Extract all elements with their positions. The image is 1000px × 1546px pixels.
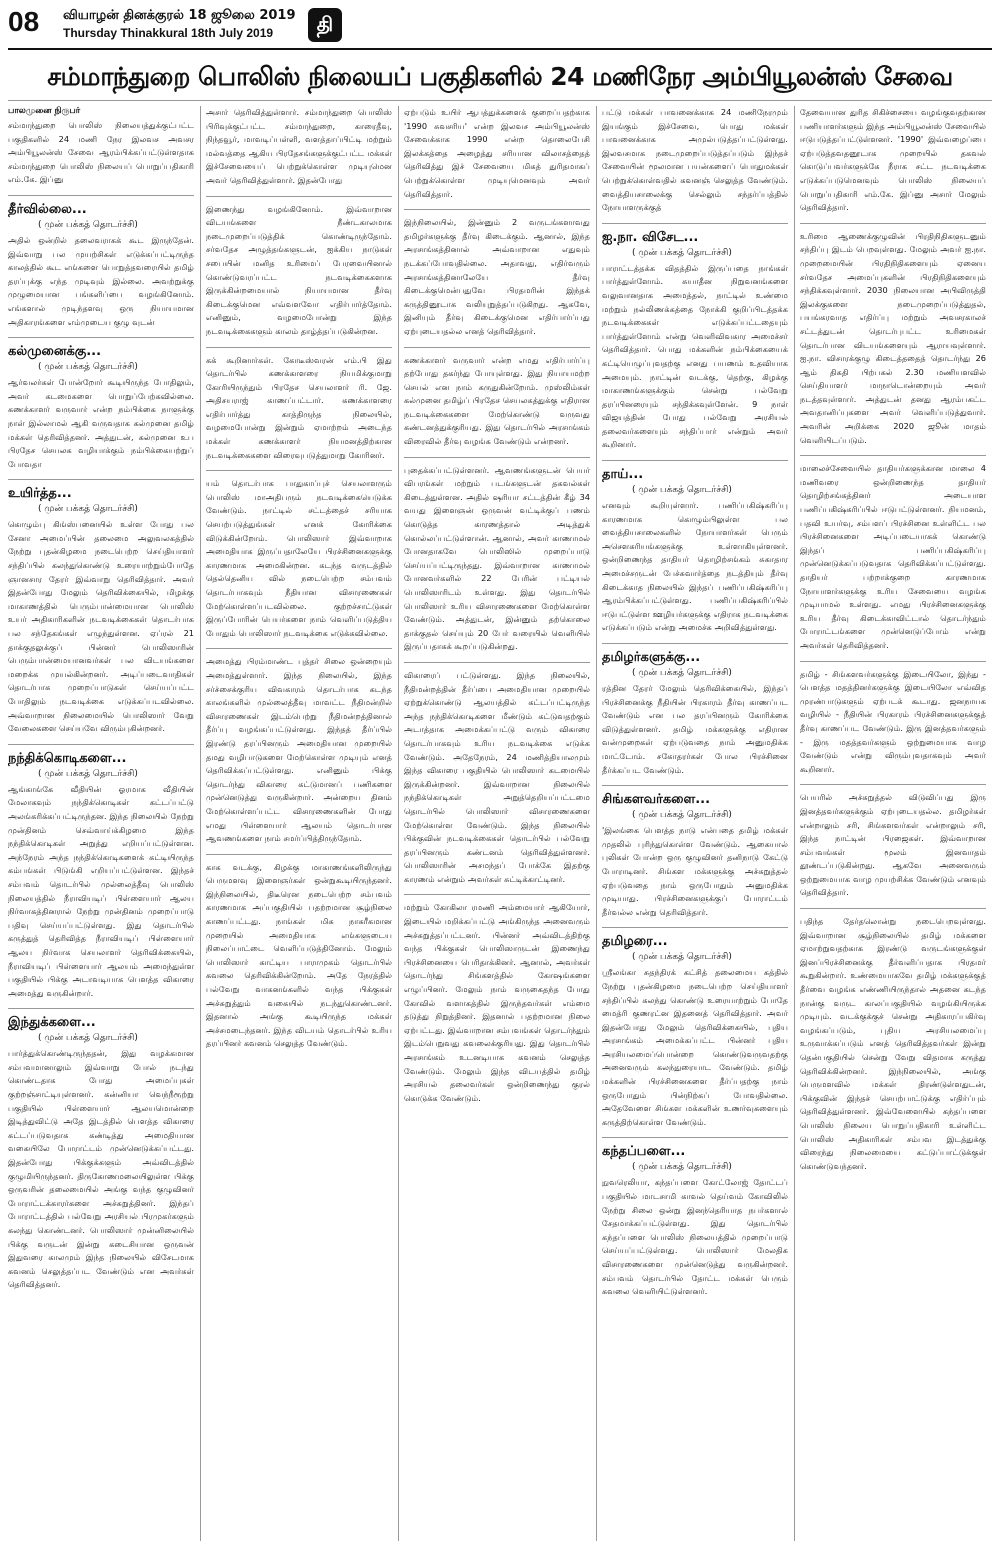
article-body: அமைத்து பிரம்மாண்ட புத்தர் சிலை ஒன்றையும் அமைத்துள்ளார். இந்த நிலையில், இந்த சர்ச்சைக்குரிய விவகாரம் தொடர்பாக கடந்த காலங்களில் முல்லைத்தீவு மாவட்ட நீதிமன்றில் விசாரணைகள் இடம்பெற்று நீதிமன்றத்தினால் தீர்ப்பு வழங்கப்பட்டுள்ளது. இந்தத் தீர்ப்பில் இரண்டு தரப்பினரும் அமைதியான முறையில் தமது வழிபாடுகளை மேற்கொள்ள முடியும் எனத் தெரிவிக்கப்பட்டுள்ளது. எனினும் பிக்கு தொடர்ந்து விகாரை கட்டுமானப் பணிகளை முன்னெடுத்து வருகின்றார். அன்றைய தினம் மேற்கொள்ளப்பட்ட விசாரணைகளின் போது எமது பிள்ளையார் ஆலயம் தொடர்பான ஆவணங்களை நாம் சமர்ப்பித்திருந்தோம். — [206, 656, 392, 844]
article-body: தமிழ் - சிங்களவர்களுக்கு இடையிலோ, இந்து - பௌத்த மதத்தினர்களுக்கு இடையிலோ எவ்வித முரண்பாடுகளும் ஏற்படக் கூடாது. ஜனநாயக வழியில் - நீதியின் பிரகாரம் பிரச்சினைகளுக்குத் தீர்வு காணப்பட வேண்டும். இரு இனத்தவர்களும் - இரு மதத்தவர்களும் ஒற்றுமையாக வாழ வேண்டும் என்று விரும்புவதாகவும் அவர் கூறினார். — [800, 668, 986, 774]
section-divider — [404, 894, 590, 895]
article-section — [206, 196, 392, 339]
section-divider — [602, 927, 788, 928]
section-divider — [800, 908, 986, 909]
article-body: கக் கூறினார்கள். கோடீஸ்வரன் எம்.பி இது தொடர்பில் கணக்காளரை நியமிக்குமாறு கோரியிருந்தும் பிரதேச செயலாளர் ரி. ஜே. அதிசயராஜ் காணப்பட்டார். கணக்காளரை எதிர்பார்த்து காத்திருந்த நிலையில், வழமைபோன்று இன்றும் ஏமாற்றம் அடைந்த மக்கள் கணக்காளர் நியமனத்திற்கான நடவடிக்கைகளை விரைவுபடுத்துமாறு கோரினர். — [206, 354, 392, 460]
section-title: கந்தப்பளை... — [602, 1144, 686, 1160]
column-2 — [206, 106, 392, 1541]
article-section — [800, 908, 986, 1173]
section-divider — [404, 347, 590, 348]
section-title: ஐ.நா. விசேட... — [602, 229, 699, 245]
section-divider — [800, 455, 986, 456]
article-body: யம் தொடர்பாக பாதுகாப்புச் செயலாளரும் பொலிஸ் மாஅதிபரும் நடவடிக்கையெடுக்க வேண்டும். நாட்டில் சட்டத்தைச் சரியாக செயற்படுத்துங்கள் எனக் கோரிக்கை விடுக்கின்றோம். பொலிஸார் இவ்வாறாக அமைதியாக இருப்பதாலேயே பிரச்சினைகளுக்கு காரணமாக அமைகின்றன. கடந்த வருடத்தில் தெல்தெனிய வில் நடைபெற்ற சம்பவம் தொடர்பாகவும் நீதியான விசாரணைகள் மேற்கொள்ளப்படவில்லை. குற்றச்சாட்டுகள் இருப்போரின் பெயர்களை நாம் வெளிப்படுத்திய போதும் பொலிஸார் நடவடிக்கை எடுக்கவில்லை. — [206, 478, 392, 638]
article-section — [602, 927, 788, 1129]
article-section — [800, 223, 986, 448]
article-section — [404, 662, 590, 887]
article-section — [206, 854, 392, 1051]
article-body: இந்நிலையில், இன்னும் 2 வருடங்களாவது தமிழர்களுக்கு தீர்வு கிடைக்கும். ஆனால், இந்த அரசாங்கத்தினால் அவ்வாறான எதுவும் நடக்கப்போவதில்லை. அதாவது, எதிர்வரும் அரசாங்கத்தினாலேயே தீர்வு கிடைக்குமென்பதுவே பிரதமரின் இந்தக் கருத்தினூடாக வலியுறுத்தப்படுகிறது. ஆகவே, இனியும் தீர்வு கிடைக்குமென எதிர்பார்ப்பது ஏற்புடையதல்ல எனத் தெரிவித்தார். — [404, 217, 590, 336]
page-headline: சம்மாந்துறை பொலிஸ் நிலையப் பகுதிகளில் 24 மணிநேர அம்பியூலன்ஸ் சேவை — [47, 62, 953, 91]
section-divider — [404, 209, 590, 210]
byline: பாலமுனை நிருபர் — [8, 106, 81, 116]
section-divider — [404, 457, 590, 458]
column-divider — [200, 106, 201, 1541]
article-section — [602, 785, 788, 919]
column-4 — [602, 106, 788, 1541]
article-section — [8, 106, 194, 187]
article-body: ஆர்வலர்கள் போன்றோர் கூடியிருந்த போதிலும், அவர் கடமைகளை பொறுப்பேற்கவில்லை. கணக்காளர் வருவார் என்ற நம்பிக்கை நாளுக்கு நாள் இல்லாமல் ஆகி வருவதாக கல்முனை தமிழ் மக்கள் தெரிவித்தனர். அத்துடன், கல்முனை உப பிரதேச செயலக வழியாக்கும் நம்பிக்கையற்றுப் போவதா — [8, 377, 194, 469]
article-body: எனவும் கூறியுள்ளார். பணிப்பகிஷ்கரிப்பு காரணமாக கொழும்பிலுள்ள பல வைத்தியசாலைகளில் நோயாளர்கள் பெரும் அசௌகரியங்களுக்கு உள்ளாகியுள்ளனர். ஒன்றிணைந்த தாதியர் தொழிற்சங்கம் சுகாதார அமைச்சருடன் பேச்சுவார்த்தை நடத்தியும் தீர்வு கிடைக்காத நிலையில் இந்தப் பணிப்பகிஷ்கரிப்பு ஆரம்பிக்கப்பட்டுள்ளது. பணிப்பகிஷ்கரிப்பில் ஈடுபட்டுள்ள ஊழியர்களுக்கு எதிராக நடவடிக்கை எடுக்கப்படும் என்று அமைச்சு அறிவித்துள்ளது. — [602, 500, 788, 633]
section-divider — [800, 784, 986, 785]
article-body: அசார் தெரிவித்துள்ளார். சம்மாந்துறை பொலிஸ் பிரிவுக்குட்பட்ட சம்மாந்துறை, காரைதீவு, நிந்தவூர், மாவடிப்பள்ளி, வளத்தாப்பிட்டி மற்றும் மல்வத்தை ஆகிய பிரதேசங்களுக்குட்பட்ட மக்கள் இச்சேவையைப் பெற்றுக்கொள்ள முடியுமென அவர் தெரிவித்துள்ளார். இதன்போது — [206, 107, 392, 185]
article-section — [206, 106, 392, 188]
article-body: பெயரில் அச்சுறுத்தல் விடுவிப்பது இரு இனத்தவர்களுக்கும் ஏற்புடையதல்ல. தமிழர்கள் என்றாலும் சரி, சிங்களவர்கள் என்றாலும் சரி, இந்த நாட்டின் பிரஜைகள். இவ்வாறான சம்பவங்கள் மூலம் இனவாதம் தூண்டப்படுகின்றது. ஆகவே அனைவரும் ஒற்றுமையாக வாழ முயற்சிக்க வேண்டும் எனவும் தெரிவித்தார். — [800, 792, 986, 898]
section-divider — [206, 196, 392, 197]
section-title: தமிழரை... — [602, 934, 668, 950]
section-divider — [602, 785, 788, 786]
continued-label: ( முன் பக்கத் தொடர்ச்சி) — [632, 1162, 732, 1173]
section-divider — [602, 1137, 788, 1138]
article-body: மாலைச்சேவையில் தாதியர்களுக்கான மாலை 4 மணிவரை ஒன்றிணைந்த தாதியர் தொழிற்சங்கத்தினர் அடையாள பணிப்பகிஷ்கரிப்பில் ஈடுபட்டுள்ளனர். நியமனம், பதவி உயர்வு, சம்பளப் பிரச்சினை உள்ளிட்ட பல பிரச்சினைகளை அடிப்படையாகக் கொண்டு இந்தப் பணிப்பகிஷ்கரிப்பு முன்னெடுக்கப்படுவதாக தெரிவிக்கப்பட்டுள்ளது. தாதியர் பற்றாக்குறை காரணமாக நோயாளர்களுக்கு உரிய சேவையை வழங்க முடியாமல் உள்ளது. எமது பிரச்சினைகளுக்கு உரிய தீர்வு கிடைக்காவிட்டால் தொடர்ந்தும் போராட்டங்களை முன்னெடுப்போம் என்று அவர்கள் தெரிவித்தனர். — [800, 463, 986, 650]
article-body: புதைக்கப்பட்டுள்ளனர். ஆவணங்களுடன் பெயர் விபரங்கள் மற்றும் படங்களுடன் தகவல்கள் கிடைத்துள்ளன. அதில் ஷரியா சட்டத்தின் கீழ் 34 வயது இளைஞன் ஒருவன் வட்டிக்குப் பணம் கொடுத்த காரணத்தால் அடித்துக் கொல்லப்பட்டுள்ளான். ஆனால், அவர் காணாமல் போனதாகவே பொலிஸில் முறைப்பாடு செய்யப்பட்டிருந்தது. இவ்வாறான காணாமல் போனவர்களில் 22 பேரின் பட்டியல் பொலிஸாரிடம் உள்ளது. இது தொடர்பில் பொலிஸார் உரிய விசாரணைகளை மேற்கொள்ள வேண்டும். அத்துடன், இன்னும் தற்கொலை தாக்குதல் செய்யும் 20 பேர் வரையில் வெளியில் இருப்பதாகக் கூறப்படுகின்றது. — [404, 464, 590, 652]
article-body: ஆங்காங்கே வீதியின் ஓரமாக வீதியின் மேலாகவும் நந்திக்கொடிகள் கட்டப்பட்டு அலங்கரிக்கப்பட்டிருந்தன. இந்த நிலையில் நேற்று முன்தினம் செவ்வாய்க்கிழமை இந்த நந்திக்கொடிகள் அறுத்து எறியப்பட்டுள்ளன. அந்நேரம் அந்த நந்திக்கொடிகளைக் கட்டியிருந்த கம்பங்கள் பிடுங்கி எறியப்பட்டுள்ளன. இந்தச் சம்பவம் தொடர்பில் முல்லைத்தீவு பொலிஸ் நிலையத்தில் நீராவியடிப் பிள்ளையார் ஆலய நிர்வாகத்தினரால் நேற்று முன்தினம் முறைப்பாடு பதிவு செய்யப்பட்டுள்ளது. இது தொடர்பில் கருத்துத் தெரிவித்த நீராவியடிப் பிள்ளையார் ஆலய நிர்வாக செயலாளர் தெரிவிக்கையில், நீராவியடிப் பிள்ளையார் ஆலயம் அமைந்துள்ள பகுதியில் பிக்கு அடாவடியாக பௌத்த விகாரை அமைத்து வருகின்றார். — [8, 783, 194, 998]
article-section — [404, 347, 590, 449]
column-1 — [8, 106, 194, 1541]
article-section — [404, 894, 590, 1105]
article-body: பட்டு மக்கள் பாவனைக்காக 24 மணிநேரமும் இயங்கும் இச்சேவை, பொது மக்கள் பாவனைக்காக அமுல்படுத்தப்பட்டுள்ளது. இலவசமாக நடைமுறைப்படுத்தப்படும் இந்தச் சேவையின் மூலமான பயன்களைப் பொதுமக்கள் பெற்றுக்கொள்வதில் கவனஞ் செலுத்த வேண்டும். வைத்தியசாலைக்கு செல்லும் சந்தர்ப்பத்தில் நோயாளருக்குத் — [602, 107, 788, 213]
article-section — [800, 455, 986, 652]
masthead — [8, 6, 992, 46]
article-body: சம்மாந்துறை பொலிஸ் நிலையத்துக்குட்பட்ட பகுதிகளில் 24 மணி நேர இலவச அவசர அம்பியூலன்ஸ் சேவை ஆரம்பிக்கப்பட்டுள்ளதாக சம்மாந்துறை பொலிஸ் நிலையப் பொறுப்பதிகாரி எம்.கே. இப்னு — [8, 120, 194, 185]
section-divider — [206, 347, 392, 348]
article-section — [206, 470, 392, 640]
article-section — [800, 661, 986, 777]
section-title: சிங்களவர்களை... — [602, 792, 711, 808]
section-divider — [800, 661, 986, 662]
article-body: பார்த்துக்கொண்டிருந்ததன், இது வழக்கமான சம்பவமானாலும் இவ்வாறு போல் நடந்து கொண்டதாக போது அமைப்புகள் குற்றஞ்சாட்டியுள்ளனர். கன்னியா வெந்நீரூற்று பகுதியில் பிள்ளையார் ஆலயமொன்றை இடித்துவிட்டு அதே இடத்தில் பௌத்த விகாரை கட்டப்படுவதாக கண்டித்து அமைதியான வகையிலே போராட்டம் முன்னெடுக்கப்பட்டது. இதன்போது பிக்குக்களும் அவ்விடத்தில் குழுமியிருந்தனர். திருகோணமலையிலுள்ள பிக்கு ஒருவரின் தலைமையில் அங்கு வந்த குழுவினர் போராட்டக்காரர்களை அச்சுறுத்தினர். இந்தப் போராட்டத்தில் பல்வேறு அரசியல் பிரமுகர்களும் கலந்து கொண்டனர். பொலிஸார் முன்னிலையில் பிக்கு வருடன் இன்று கடைசியான ஒருவன் இதுவரை காலமும் இந்த நிலையில் விசேடமாக கவனம் செலுத்தப்பட வேண்டும் என அவர்கள் தெரிவித்தனர். — [8, 1048, 194, 1290]
continued-label: ( முன் பக்கத் தொடர்ச்சி) — [632, 247, 732, 258]
continued-label: ( முன் பக்கத் தொடர்ச்சி) — [632, 810, 732, 821]
article-body: இணைந்து வழங்கினோம். இவ்வாறான விடயங்களை நீண்டகாலமாக நடைமுறைப்படுத்திக் கொண்டிருந்தோம். சர்வதேச அழுத்தங்களுடன், ஐக்கிய நாடுகள் சபையின் மனித உரிமைப் பேரவையினால் கொண்டுவரப்பட்ட நடவடிக்கைகளாக இருக்கின்றமையால் நியாயமான தீர்வு கிடைக்குமென எவ்வளவோ எதிர்பார்த்தோம். எனினும், வழமைபோன்று இந்த நடவடிக்கைகளும் காலம் தாழ்த்தப்படுகின்றன. — [206, 203, 392, 336]
continued-label: ( முன் பக்கத் தொடர்ச்சி) — [632, 485, 732, 496]
continued-label: ( முன் பக்கத் தொடர்ச்சி) — [38, 504, 138, 515]
continued-label: ( முன் பக்கத் தொடர்ச்சி) — [632, 952, 732, 963]
section-divider — [206, 470, 392, 471]
article-body: 'இலங்கை பௌத்த நாடு என்பதை தமிழ் மக்கள் முதலில் புரிந்துகொள்ள வேண்டும். ஆகையால் புலிகள் போன்ற ஒரு குழுவினர் தனிநாடு கேட்டு போராடினர். சிங்கள மக்களுக்கு அச்சுறுத்தல் ஏற்படுவதை நாம் ஒருபோதும் அனுமதிக்க முடியாது. பிரச்சினைகளுக்குப் போராட்டம் தீர்வல்ல என்று தெரிவித்தார். — [602, 825, 788, 917]
section-title: தீர்வில்லை... — [8, 201, 87, 217]
article-body: உரிமை ஆணைக்குழுவின் பிரதிநிதிகளுடனும் சந்திப்பு இடம் பெறவுள்ளது. மேலும் அவர் ஐ.நா. முறைமையின் பிரதிநிதிகளையும் ஏனைய சர்வதேச அமைப்புகளின் பிரதிநிதிகளையும் சந்திக்கவுள்ளார். 2030 நிலையான அபிவிருத்தி இலக்குகளை நடைமுறைப்படுத்துதல், பயங்கரவாத எதிர்ப்பு மற்றும் அவசரகாலச் சட்டத்துடன் தொடர்புபட்ட உரிமைகள் தொடர்பான விடயங்களையும் ஆராயவுள்ளார். ஐ.நா. விசாரக்குழு கிடைத்ததைத் தொடர்ந்து 26 ஆம் திகதி பிற்பகல் 2.30 மணியளவில் செய்தியாளர் மாநாடொன்றையும் அவர் நடத்தவுள்ளார். அத்துடன் தனது ஆரம்பகட்ட அவதானிப்புகளை அவர் வெளிப்படுத்துவார். அவரின் அறிக்கை 2020 ஜூன் மாதம் வெளியிடப்படும். — [800, 230, 986, 445]
article-body: ஸ்ரீலங்கா சுதந்திரக் கட்சித் தலைமைய கத்தில் நேற்று புதன்கிழமை நடைபெற்ற செய்தியாளர் சந்திப்பில் கலந்து கொண்டு உரையாற்றும் போதே மைத்ரி குணரட்ன இதனைத் தெரிவித்தார். அவர் இதன்போது மேலும் தெரிவிக்கையில், புதிய அரசாங்கம் அமைக்கப்பட்ட பின்னர் புதிய அரசியலமைப்பொன்றை கொண்டுவருவதற்கு அனைவரும் கலந்துரையாட வேண்டும். தமிழ் மக்களின் பிரச்சினைகளை தீர்ப்பதற்கு நாம் ஒருபோதும் பின்நிற்கப் போவதில்லை. அதேவேளை சிங்கள மக்களின் உணர்வுகளையும் கருத்திற்கொள்ள வேண்டும். — [602, 967, 788, 1127]
continued-label: ( முன் பக்கத் தொடர்ச்சி) — [38, 1033, 138, 1044]
column-divider — [398, 106, 399, 1541]
continued-label: ( முன் பக்கத் தொடர்ச்சி) — [632, 668, 732, 678]
article-section — [404, 457, 590, 654]
article-body: ரத்தின தேரர் மேலும் தெரிவிக்கையில், இந்தப் பிரச்சினைக்கு நீதியின் பிரகாரம் தீர்வு காணப்பட வேண்டும் என பல தரப்பினரும் கோரிக்கை விடுத்துள்ளனர். தமிழ் மக்களுக்கு எதிரான வன்முறைகள் ஏற்படுவதை நாம் அனுமதிக்க மாட்டோம். சகோதரர்கள் போல பிரச்சினை தீர்க்கப்பட வேண்டும். — [602, 683, 788, 775]
english-dateline: Thursday Thinakkural 18th July 2019 — [63, 26, 274, 40]
column-divider — [794, 106, 795, 1541]
section-divider — [8, 1008, 194, 1009]
article-section — [800, 784, 986, 900]
section-title: நந்திக்கொடிகளை... — [8, 750, 127, 766]
article-section — [8, 744, 194, 1001]
article-body: பாராட்டத்தக்க விதத்தில் இருப்பதை நாங்கள் பார்த்துள்ளோம். சுயாதீன நிறுவனங்களை வலுவானதாக அமைத்தல், நாட்டில் உண்மை மற்றும் நல்லிணக்கத்தை நோக்கி குறிப்பிடத்தக்க நடவடிக்கைகள் எடுக்கப்பட்டதையும் பார்த்துள்ளோம் என்று வெளிவிவகார அமைச்சர் தெரிவித்தார். பொது மக்களின் நம்பிக்கையைக் கட்டியெழுப்புவதற்கு எனது பயணம் உதவியாக அமையும். நாட்டின் வடக்கு, தெற்கு, கிழக்கு மாகாணங்களுக்கும் சென்று பல்வேறு தரப்பினரையும் சந்திக்கவுள்ளேன். 9 நாள் விஜயத்தின் போது பல்வேறு அரசியல் தலைவர்களையும் சந்திப்பார் என்றும் அவர் கூறினார். — [602, 262, 788, 450]
article-body: கணக்காளர் வருவார் என்ற எமது எதிர்பார்ப்பு தற்போது தகர்ந்து போயுள்ளது. இது நியாயமற்ற செயல் என நாம் கருதுகின்றோம். முஸ்லிம்கள் கல்முனை தமிழ்ப் பிரதேச செயலகத்துக்கு எதிரான நடவடிக்கைகளை மேற்கொண்டு வருவது கண்டனத்துக்குரியது. இது தொடர்பில் அரசாங்கம் விரைவில் தீர்வு வழங்க வேண்டும் என்றனர். — [404, 354, 590, 447]
article-section — [8, 1008, 194, 1292]
article-body: பதிந்த தேர்தலொன்று நடைபெறவுள்ளது. இவ்வாறான சூழ்நிலையில் தமிழ் மக்களை ஏமாற்றுவதற்காக இரண்டு வருடங்களுக்குள் இனப்பிரச்சினைக்கு தீர்வளிப்பதாக பிரதமர் கூறுகின்றார். உண்மையாகவே தமிழ் மக்களுக்குத் தீர்வை வழங்க எண்ணியிருந்தால் அதனை கடந்த நான்கு வருட காலப்பகுதியில் வழங்கியிருக்க முடியும். வடக்குக்குச் சென்று அதிகாரப்பகிர்வு வழங்கப்படும், புதிய அரசியலமைப்பு உருவாக்கப்படும் எனத் தெரிவித்தவர்கள் இன்று தென்பகுதியில் சென்று வேறு விதமாக கருத்து தெரிவிக்கின்றனர். இந்நிலையில், அங்கு பெருமளவில் மக்கள் திரண்டுள்ளதுடன், பிக்குவின் இந்தச் செயற்பாட்டுக்கு எதிர்ப்பும் தெரிவித்துள்ளனர். இவ்வேளையில் கந்தப்பளை பொலிஸ் நிலைய பொறுப்பதிகாரி உள்ளிட்ட பொலிஸ் அதிகாரிகள் சம்பவ இடத்துக்கு விரைந்து நிலைமையை கட்டுப்பாட்டுக்குள் கொண்டுவந்தனர். — [800, 916, 986, 1171]
section-divider — [602, 223, 788, 224]
article-section — [206, 648, 392, 845]
column-3 — [404, 106, 590, 1541]
article-body: அதில் ஒன்றில் தலைவராகக் கூட இருந்தேன். இவ்வாறு பல முயற்சிகள் எடுக்கப்பட்டிருந்த காலத்தில் கூட எங்களை பொறுத்தவரையில் தமிழ் தரப்புக்கு எந்த முடிவும் இல்லை. அவற்றுக்கு முழுமையான பங்களிப்பை வழங்கினோம். எங்களால் முடிந்தளவு ஒரு நியாயமான அதிகாரங்களை எம்முடைய குழு வுடன் — [8, 234, 194, 327]
section-title: உயிர்த்த... — [8, 486, 72, 502]
article-body: மற்றும் கோகிலா ரமணி அம்மையார் ஆகியோர், இடையில் மறிக்கப்பட்டு அங்கிருந்த அனைவரும் அச்சுறுத்தப்பட்டனர். பின்னர் அவ்விடத்திற்கு வந்த பிக்குகள் பொலிஸாருடன் இணைந்து பிரச்சினையை பெரிதாக்கினர். ஆனால், அவர்கள் தொடர்ந்து சிங்களத்தில் கோஷங்களை எழுப்பினர். மேலும் நாம் வருகைதந்த போது கோவில் வளாகத்தில் இருந்தவர்கள் எம்மை தடுத்து நிறுத்தினர். இதனால் பதற்றமான நிலை ஏற்பட்டது. இவ்வாறான சம்பவங்கள் தொடர்ந்தும் இடம்பெறுவது கவலைக்குரியது. இது தொடர்பில் அரசாங்கம் உடனடியாக கவனம் செலுத்த வேண்டும். மேலும் இந்த விடயத்தில் தமிழ் அரசியல் தலைவர்கள் ஒன்றிணைந்து குரல் கொடுக்க வேண்டும். — [404, 902, 590, 1103]
headline-rule — [8, 100, 992, 101]
continued-label: ( முன் பக்கத் தொடர்ச்சி) — [38, 219, 138, 230]
article-section — [602, 460, 788, 635]
article-section — [602, 1137, 788, 1298]
article-section — [800, 106, 986, 215]
section-divider — [602, 460, 788, 461]
section-divider — [8, 479, 194, 480]
article-section — [602, 643, 788, 777]
article-body: காக வடக்கு, கிழக்கு மாகாணங்களிலிருந்து பெருமளவு இளைஞர்கள் ஒன்றுகூடியிருந்தனர். இந்நிலையில், திடீரென நடைபெற்ற சம்பவம் காரணமாக அப்பகுதியில் பதற்றமான சூழ்நிலை காணப்பட்டது. நாங்கள் மிக நாகரீகமான முறையில் அமைதியாக எங்களுடைய நிலைப்பாட்டை வெளிப்படுத்தினோம். மேலும் பொலிஸார் காட்டிய பாராமுகம் தொடர்பில் கவலை தெரிவிக்கின்றோம். அதே நேரத்தில் பல்வேறு வாகனங்களில் வந்த பிக்குகள் அச்சுறுத்தும் வகையில் நடந்துகொண்டனர். இதனால் அங்கு கூடியிருந்த மக்கள் அச்சமடைந்தனர். இந்த விடயம் தொடர்பில் உரிய தரப்பினர் கவனம் செலுத்த வேண்டும். — [206, 861, 392, 1049]
article-body: விகாரைப் பட்டுள்ளது. இந்த நிலையில், நீதிமன்றத்தின் தீர்ப்பை அமைதியான முறையில் ஏற்றுக்கொண்டு ஆலயத்தில் கட்டப்பட்டிருந்த அந்த நந்திக்கொடிகளை மீண்டும் கட்டுவதற்கும் அடாத்தாக அமைக்கப்பட்டு வரும் விகாரை தொடர்பாகவும் உரிய நடவடிக்கை எடுக்க வேண்டும். அதேநேரம், 24 மணித்தியாலமும் இந்த விகாரை பகுதியில் பொலிஸார் கடமையில் இருக்கின்றனர். இவ்வாறான நிலையில் நந்திக்கொடிகள் அறுத்தெறியப்பட்டமை தொடர்பில் பொலிஸார் விசாரணைகளை மேற்கொள்ள வேண்டும். இந்த நிலையில் பிக்குவின் நடவடிக்கைகள் தொடர்பில் பல்வேறு தரப்பினரும் கண்டனம் தெரிவித்துள்ளனர். பொலிஸாரின் அசமந்தப் போக்கே இதற்கு காரணம் என்றும் அவர்கள் சுட்டிக்காட்டினர். — [404, 669, 590, 884]
article-section — [404, 209, 590, 338]
section-divider — [404, 662, 590, 663]
section-title: இந்துக்களை... — [8, 1015, 96, 1031]
article-section — [8, 195, 194, 329]
section-divider — [206, 648, 392, 649]
section-title: தாய்... — [602, 467, 644, 483]
section-divider — [8, 337, 194, 338]
tamil-dateline: வியாழன் தினக்குரல் 18 ஜூலை 2019 — [63, 8, 296, 23]
article-body: நுவரெலியா, கந்தப்பளை கோட்லோஜ் தோட்டப் பகுதியில் மாடசாமி காவல் தெய்வம் கோவிலில் நேற்று சிலை ஒன்று இனந்தெரியாத நபர்களால் சேதமாக்கப்பட்டுள்ளது. இது தொடர்பில் கந்தப்பளை பொலிஸ் நிலையத்தில் முறைப்பாடு செய்யப்பட்டுள்ளது. பொலிஸார் மேலதிக விசாரணைகளை முன்னெடுத்து வருகின்றனர். சம்பவம் தொடர்பில் தோட்ட மக்கள் பெரும் கவலை வெளியிட்டுள்ளனர். — [602, 1177, 788, 1297]
section-title: தமிழர்களுக்கு... — [602, 650, 701, 665]
article-section — [404, 106, 590, 201]
article-section — [8, 337, 194, 471]
article-body: ஏற்படும் உயிர் ஆபத்துக்களைக் குறைப்பதற்காக '1990 சுவசரிய' என்ற இலவச அம்பியூலன்ஸ் சேவைக்காக 1990 என்ற தொலைபேசி இலக்கத்தை அழைத்து சரியான விலாசத்தைத் தெரிவித்து இச் சேவையை மிகத் துரிதமாகப் பெற்றுக்கொள்ள முடியுமெனவும் அவர் தெரிவித்தார். — [404, 107, 590, 199]
article-section — [602, 223, 788, 452]
masthead-rule — [8, 48, 992, 50]
article-section — [602, 106, 788, 215]
section-divider — [8, 195, 194, 196]
section-divider — [8, 744, 194, 745]
section-divider — [206, 854, 392, 855]
article-section — [206, 347, 392, 463]
article-section — [8, 479, 194, 736]
section-divider — [800, 223, 986, 224]
newspaper-logo: தி — [308, 8, 342, 42]
continued-label: ( முன் பக்கத் தொடர்ச்சி) — [38, 362, 138, 373]
section-divider — [602, 643, 788, 644]
column-5 — [800, 106, 986, 1541]
page-number: 08 — [8, 6, 40, 37]
article-body: தேவையான துரித சிகிச்சையை வழங்குவதற்கான பணியாளர்களும் இந்த அம்பியூலன்ஸ் சேவையில் ஈடுபடுத்தப்பட்டுள்ளனர். '1990' இவ்வழைப்பை ஏற்படுத்தவதனூடாக முறையில் தகவல் கொடுப்பவர்களுக்கே நீராக சட்ட நடவடிக்கை எடுக்கப்படுமெனவும் பொலிஸ் நிலையப் பொறுப்பதிகாரி எம்.கே. இப்னு அசார் மேலும் தெரிவித்தார். — [800, 107, 986, 213]
section-title: கல்முனைக்கு... — [8, 344, 102, 360]
column-divider — [596, 106, 597, 1541]
article-body: கொழும்பு கிங்ஸ்பனையில் உள்ள போது பல சேனா அமைப்பின் தலைமை அலுவலகத்தில் நேற்று புதன்கிழமை நடைபெற்ற செய்தியாளர் சந்திப்பில் கலந்துகொண்டு உரையாற்றும்போதே ஞானசார தேரர் இவ்வாறு தெரிவித்தார். அவர் இதன்போது மேலும் தெரிவிக்கையில், மிழக்கு மாகாணத்தில் பெரும்பான்மையான பொலிஸ் உயர் அதிகாரிகளின் நடவடிக்கைகள் தொடர்பாக பல சந்தேகங்கள் எழுந்துள்ளன. ஏப்ரல் 21 தாக்குதலுக்குப் பின்னர் பொலிஸாரின் பெரும்பான்மையானவர்கள் பல விடயங்களை மறைக்க முயல்கின்றனர். அடிப்படைவாதிகள் தொடர்பாக முறைப்பாடுகள் செய்யப்பட்ட போதிலும் நடவடிக்கை எடுக்கப்படவில்லை. அவ்வாறான நிலைமையில் பொலிஸார் வேறு வேலைகளை செய்யவே விரும்புகின்றனர். — [8, 519, 194, 734]
continued-label: ( முன் பக்கத் தொடர்ச்சி) — [38, 768, 138, 779]
